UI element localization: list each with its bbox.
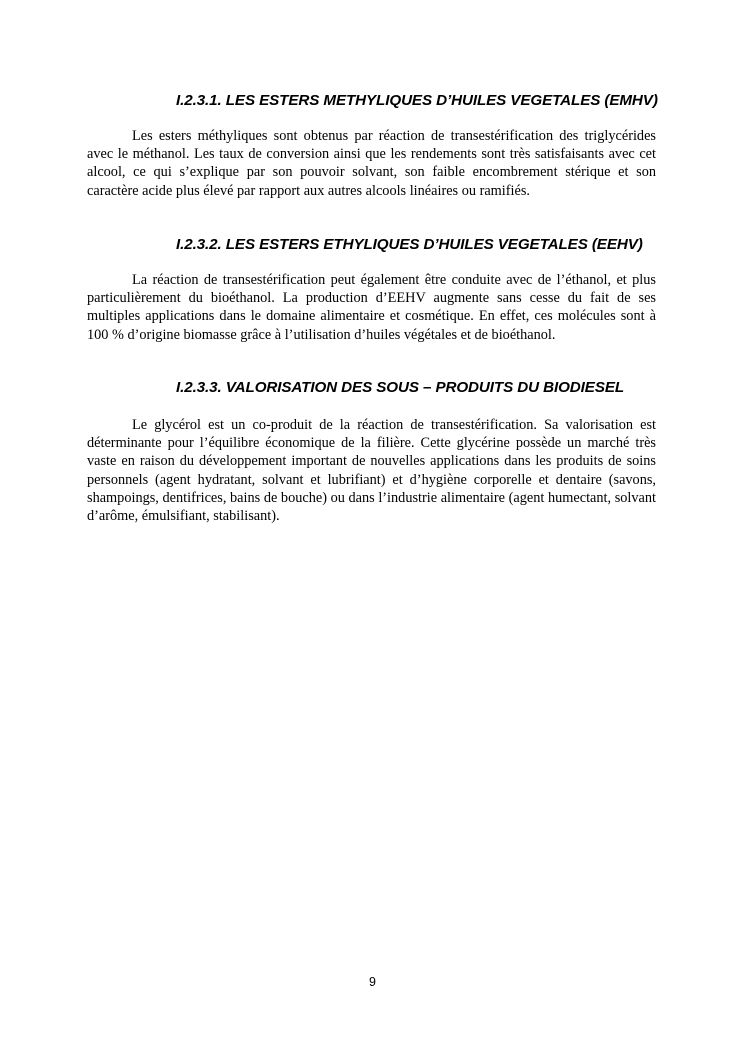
section-heading-eehv: I.2.3.2. LES ESTERS ETHYLIQUES D’HUILES VEGETALES (EEHV): [176, 236, 643, 253]
section-paragraph-eehv: La réaction de transestérification peut également être conduite avec de l’éthanol, et plus particulièrement du bioéthanol. La production d’EEHV augmente sans cesse du fait de ses multiples applications dans le domaine alimentaire et cosmétique. En effet, ces molécules sont à 100 % d’origine biomasse grâce à l’utilisation d’huiles végétales et de bioéthanol.: [87, 272, 656, 343]
page-number: 9: [369, 975, 376, 989]
section-paragraph-emhv: Les esters méthyliques sont obtenus par réaction de transestérification des triglycérides avec le méthanol. Les taux de conversion ainsi que les rendements sont très satisfaisants avec cet alcool, ce qui s’explique par son pouvoir solvant, son faible encombrement stérique et son caractère acide plus élevé par rapport aux autres alcools linéaires ou ramifiés.: [87, 128, 656, 199]
section-heading-valorisation: I.2.3.3. VALORISATION DES SOUS – PRODUITS DU BIODIESEL: [176, 379, 625, 396]
section-heading-emhv: I.2.3.1. LES ESTERS METHYLIQUES D’HUILES VEGETALES (EMHV): [176, 92, 658, 109]
section-paragraph-valorisation: Le glycérol est un co-produit de la réaction de transestérification. Sa valorisation est déterminante pour l’équilibre économique de la filière. Cette glycérine possède un marché très vaste en raison du développement important de nouvelles applications dans les produits de soins personnels (agent hydratant, solvant et lubrifiant) et d’hygiène corporelle et dentaire (savons, shampoings, dentifrices, bains de bouche) ou dans l’industrie alimentaire (agent humectant, solvant d’arôme, émulsifiant, stabilisant).: [87, 417, 656, 525]
